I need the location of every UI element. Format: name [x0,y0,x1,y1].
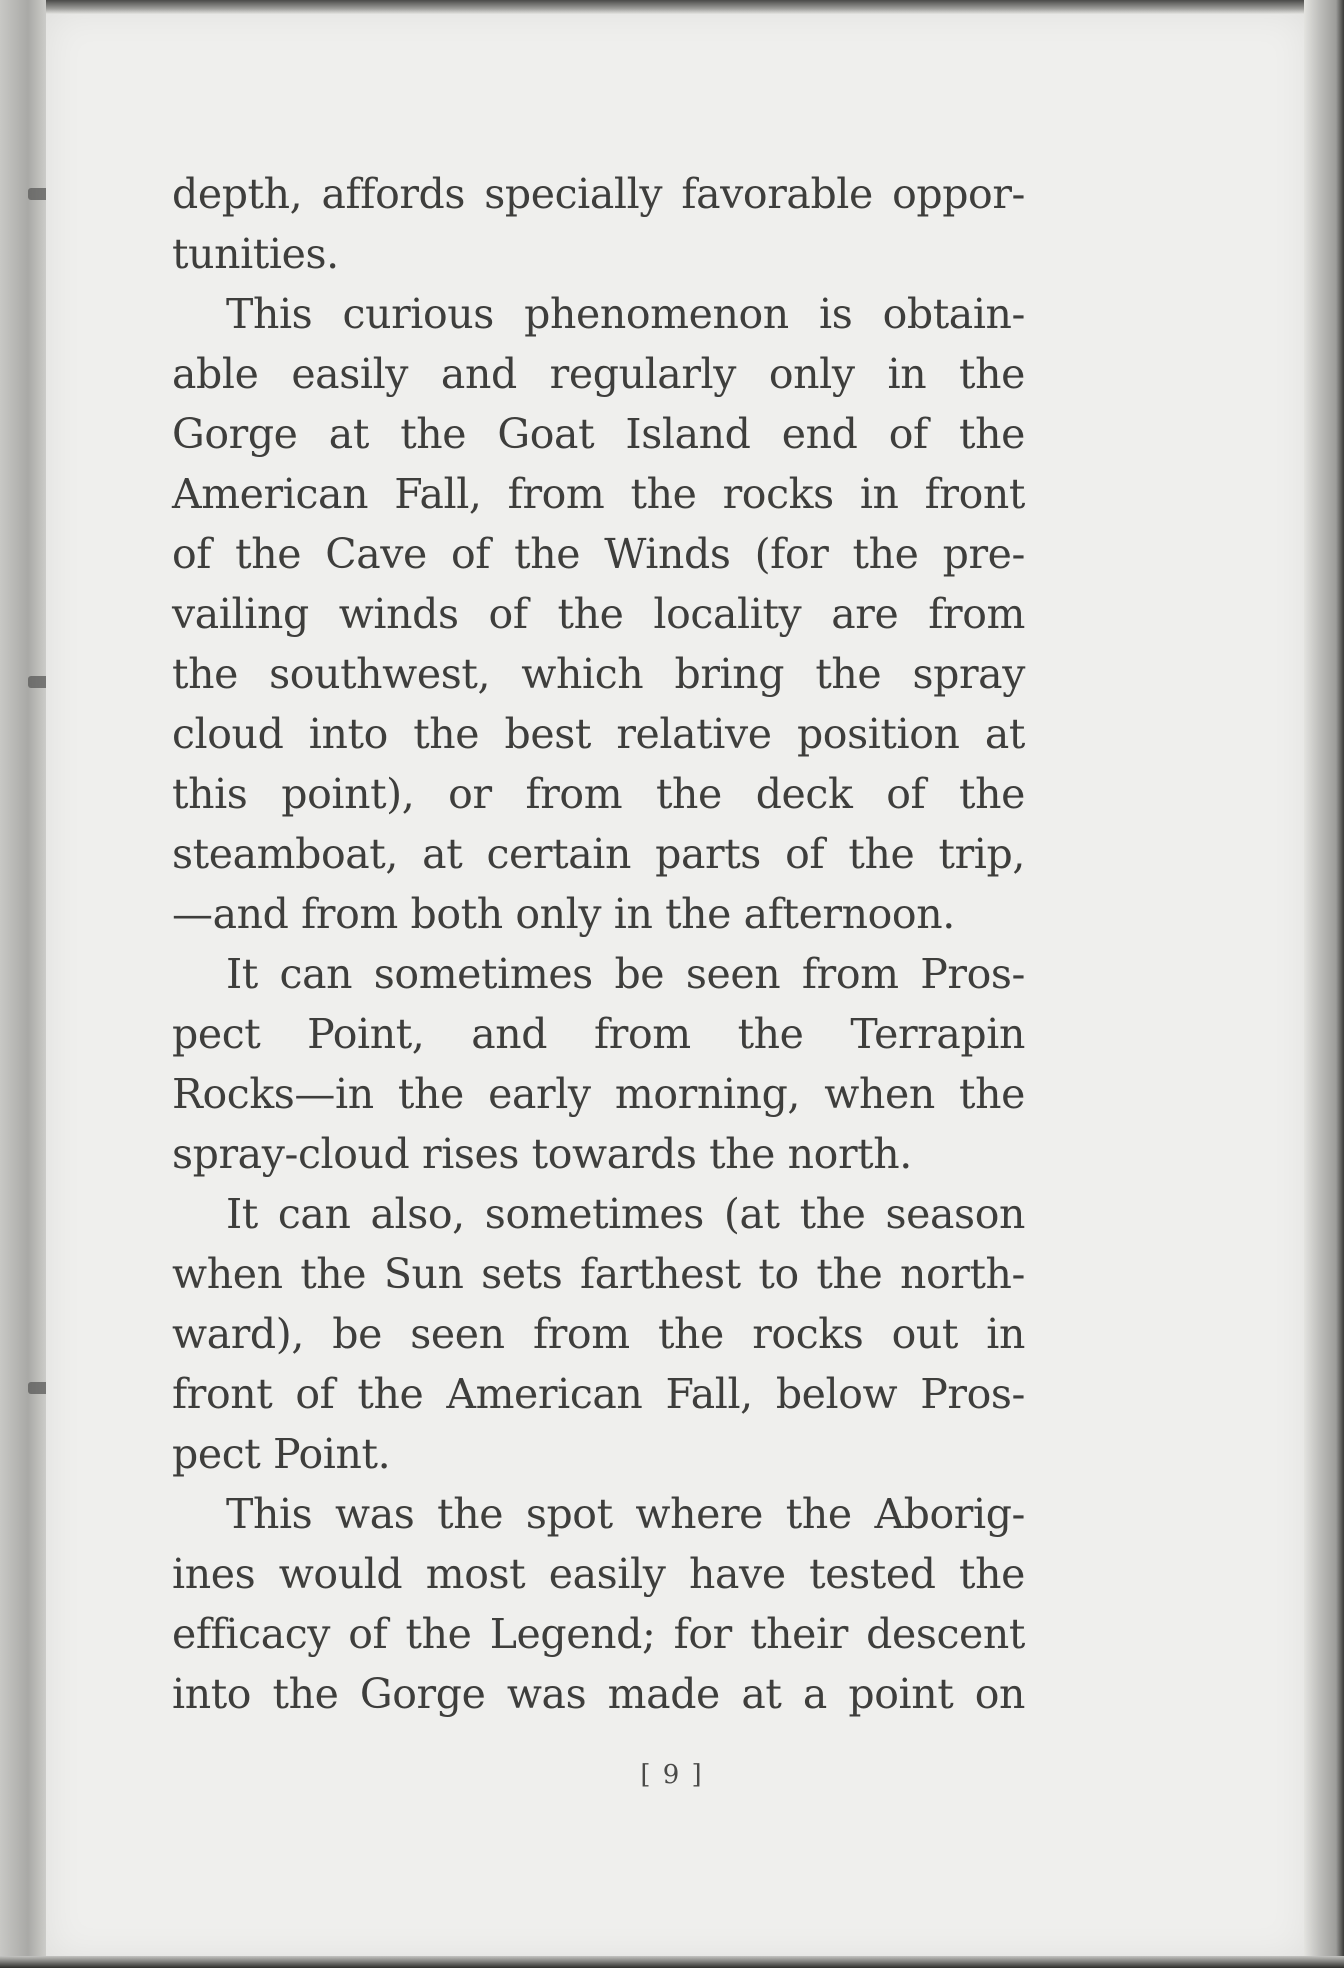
text-line: vailing winds of the locality are from [172,590,1025,638]
bottom-page-edge [0,1956,1344,1968]
text-line: able easily and regularly only in the [172,350,1025,398]
text-line: —and from both only in the afternoon. [172,890,955,938]
right-page-edge [1304,0,1344,1968]
body-text [172,164,1025,1724]
text-line: American Fall, from the rocks in front [172,470,1025,518]
text-line: Rocks—in the early morning, when the [172,1070,1025,1118]
text-line: It can also, sometimes (at the season [226,1190,1025,1238]
text-line: depth, affords specially favorable oppor- [172,170,1025,218]
text-line: cloud into the best relative position at [172,710,1025,758]
text-line: front of the American Fall, below Pros- [172,1370,1025,1418]
text-line: the southwest, which bring the spray [172,650,1025,698]
text-line: This was the spot where the Aborig- [226,1490,1025,1538]
text-line: ines would most easily have tested the [172,1550,1025,1598]
text-line: of the Cave of the Winds (for the pre- [172,530,1025,578]
text-line: when the Sun sets farthest to the north- [172,1250,1025,1298]
top-page-edge [46,0,1316,14]
text-line: This curious phenomenon is obtain- [226,290,1025,338]
text-line: ward), be seen from the rocks out in [172,1310,1025,1358]
text-line: pect Point, and from the Terrapin [172,1010,1025,1058]
page-number: [ 9 ] [640,1760,704,1790]
text-line: into the Gorge was made at a point on [172,1670,1025,1718]
text-line: efficacy of the Legend; for their descent [172,1610,1025,1658]
text-line: tunities. [172,230,339,278]
text-line: this point), or from the deck of the [172,770,1025,818]
text-line: pect Point. [172,1430,391,1478]
text-line: spray-cloud rises towards the north. [172,1130,912,1178]
text-line: steamboat, at certain parts of the trip, [172,830,1025,878]
text-line: Gorge at the Goat Island end of the [172,410,1025,458]
text-line: It can sometimes be seen from Pros- [226,950,1025,998]
